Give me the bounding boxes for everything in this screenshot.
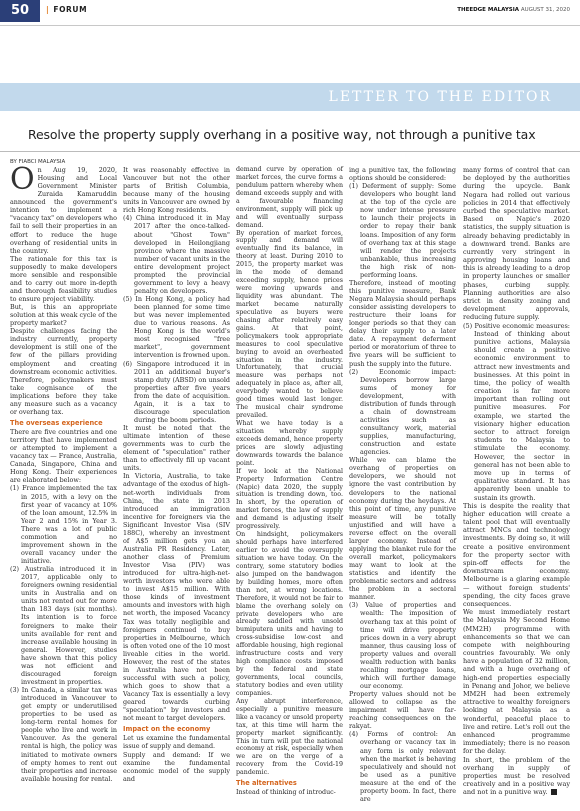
list-item: (4) China introduced it in May 2017 after the once-talked-about "Ghost Town" developed in Heilongjiang province where the massive number of vacant units in the entire development project prompted the provincial government to levy a heavy penalty on developers. xyxy=(123,214,230,295)
paragraph: This is despite the reality that higher education will create a talent pool that will eventually attract MNCs and technology investments. By doing so, it will create a positive environment for the property sector with spin-off effects for the downstream economy. Melbourne is a glaring example — without foreign students' spending, the city faces grave consequences. xyxy=(463,501,570,608)
paragraph: On hindsight, policymakers should perhaps have interfered earlier to avoid the oversupply situation we have today. On the contrary, some statutory bodies also jumped on the bandwagon by building homes, more often than not, at wrong locations. Therefore, it would not be fair to blame the overhang solely on private developers who are already saddled with unsold bumiputera units and having to cross-subsidise low-cost and affordable housing, high regional infrastructure costs and very high compliance costs imposed by the federal and state governments, local councils, statutory bodies and even utility companies. xyxy=(236,531,343,697)
numbered-list xyxy=(10,484,117,782)
article-column-3 xyxy=(236,166,343,797)
numbered-list xyxy=(349,601,456,690)
paragraph: Any abrupt interference, especially a punitive measure like a vacancy or unsold property tax, at this time will harm the property market significantly. This in turn will put the national economy at risk, especially when we are on the verge of a recovery from the Covid-19 pandemic. xyxy=(236,697,343,777)
paragraph: By operation of market forces, supply and demand will eventually find its balance, in theory at least. During 2010 to 2015, the property market was in the mode of demand exceeding supply, hence prices were moving upwards and liquidity was abundant. The market became naturally speculative as buyers were chasing after relatively easy gains. At that point, policymakers took appropriate measures to cool speculative buying to avoid an overheated situation in the industry. Unfortunately, that crucial measure was perhaps not adequately in place as, after all, everybody wanted to believe good times would last longer. The musical chair syndrome prevailed. xyxy=(236,229,343,420)
paragraph: Let us examine the fundamental issue of supply and demand. xyxy=(123,734,230,751)
subheading: Impact on the economy xyxy=(123,725,211,734)
list-item: (2) Australia introduced it in 2017, applicable only to foreigners owning residential units in Australia and on units not rented out for more than 183 days (six months). Its intention is to force foreigners to make their units available for rent and increase available housing in general. However, studies have shown that this policy was not efficient and discouraged foreign investment in properties. xyxy=(10,565,117,686)
paragraph: Instead of thinking of introduc- xyxy=(236,789,336,797)
paragraph: Despite challenges facing the industry currently, property development is still one of the few of the pillars providing employment and creating downstream economic activities. Therefore, policymakers must take cognisance of the implications before they take any measure such as a vacancy or overhang tax. xyxy=(10,327,117,416)
list-item: (2) Economic impact: Developers borrow large sums of money for development, with distribution of funds through a chain of downstream activities such as consultancy work, material supplies, manufacturing, construction and estate agencies. xyxy=(349,367,456,457)
paragraph: n Aug 19, 2020, Housing and Local Government Minister Zuraida Kamaruddin announced the government's intention to implement a "vacancy tax" on developers who fail to sell their properties in an effort to reduce the huge overhang of residential units in the country. xyxy=(10,166,117,255)
divider xyxy=(0,151,580,152)
banner-label: LETTER TO THE EDITOR xyxy=(328,89,552,105)
list-item: (3) In Canada, a similar tax was introduced in Vancouver to get empty or underutilised properties to be used as long-term rental homes for people who live and work in Vancouver. As the general rental is high, the policy was initiated to motivate owners of empty homes to rent out their properties and increase available housing for rental. xyxy=(10,686,117,783)
page-number: 50 xyxy=(0,0,40,22)
paragraph: The rationale for this tax is supposedly to make developers more sensible and responsible and to carry out more in-depth and thorough feasibility studies to ensure project viability. xyxy=(10,254,117,303)
list-item: (4) Forms of control: An overhang or vacancy tax in any form is only relevant when the market is behaving speculatively and should not be used as a punitive measure at the end of the property boom. In fact, there are xyxy=(349,730,456,803)
paragraph: Supply and demand: If we examine the fundamental economic model of the supply and xyxy=(123,750,230,783)
numbered-list xyxy=(349,182,456,279)
byline: BY FIABCI MALAYSIA xyxy=(10,159,66,165)
issue-date: AUGUST 31, 2020 xyxy=(520,7,570,13)
list-item: (5) In Hong Kong, a policy had been planned for some time but was never implemented due to various reasons. As Hong Kong is the world's most recognised "free market", government intervention is frowned upon. xyxy=(123,295,230,360)
numbered-list xyxy=(463,322,570,502)
paragraph: While we can blame the overhang of properties on developers, we should not ignore the vast contribution by developers to the national economy during the heydays. At this point of time, any punitive measure will be totally unjustified and will have a reverse effect on the overall larger economy. Instead of applying the blanket rule for the overall market, policymakers may want to look at the statistics and identify the problematic sectors and address the problem in a sectoral manner. xyxy=(349,456,456,602)
article-column-4 xyxy=(349,166,456,803)
paragraph: What we have today is a situation whereby supply exceeds demand, hence property prices are slowly adjusting downwards towards the balance point. xyxy=(236,420,343,467)
separator-icon: | xyxy=(46,5,50,14)
paragraph: But, is this an appropriate solution at this weak cycle of the property market? xyxy=(10,303,117,328)
publication-info xyxy=(457,7,570,13)
list-item: (1) Deferment of supply: Some developers who bought land at the top of the cycle are now under intense pressure to launch their projects in order to repay their bank loans. Imposition of any form of overhang tax at this stage will render the projects unbankable, thus increasing the high risk of non-performing loans. xyxy=(349,182,456,279)
page-header xyxy=(0,0,580,26)
paragraph: Property values should not be allowed to collapse as the impairment will have far-reaching consequences on the rakyat. xyxy=(349,690,456,731)
paragraph: Therefore, instead of mooting this punitive measure, Bank Negara Malaysia should perhaps consider assisting developers to restructure their loans for longer periods so that they can delay their supply to a later date. A repayment deferment period or moratorium of three to five years will be sufficient to push the supply into the future. xyxy=(349,278,456,368)
paragraph: many forms of control that can be deployed by the authorities during the upcycle. Bank Negara had rolled out various policies in 2014 that effectively curbed the speculative market. Based on Napic's 2020 statistics, the supply situation is already behaving predictably in a downward trend. Banks are currently very stringent in approving housing loans and this is already leading to a drop in property launches or smaller phases, curbing supply. Planning authorities are also strict in density zoning and development approvals, reducing future supply. xyxy=(463,166,570,322)
paragraph: demand curve by operation of market forces, the curve forms a pendulum pattern whereby when demand exceeds supply and with a favourable financing environment, supply will pick up and will eventually surpass demand. xyxy=(236,166,343,229)
section-name: FORUM xyxy=(53,5,88,14)
list-item: (1) France implemented the tax in 2015, with a levy on the first year of vacancy at 10% of the loan amount, 12.5% in Year 2 and 15% in Year 3. There was a lot of public commotion and no improvement shown in the overall vacancy under the initiative. xyxy=(10,484,117,565)
article-column-1 xyxy=(10,166,117,783)
paragraph: ing a punitive tax, the following options should be considered: xyxy=(349,166,456,183)
paragraph: In Victoria, Australia, to take advantage of the exodus of high-net-worth individuals from China, the state in 2013 introduced an immigration incentive for foreigners via the Significant Investor Visa (SIV 188C), whereby an investment of A$5 million gets you an Australia PR Residency. Later, another class of Premium Investor Visa (PIV) was introduced for ultra-high-net-worth investors who were able to invest A$15 million. With those kinds of investment amounts and investors with high net worth, the imposed Vacancy Tax was totally negligible and foreigners continued to buy properties in Melbourne, which is often voted one of the 10 most liveable cities in the world. However, the rest of the states in Australia have not been successful with such a policy, which goes to show that a Vacancy Tax is essentially a levy geared towards curbing "speculation" by investors and not meant to target developers. xyxy=(123,472,230,723)
list-item: (3) Value of properties and wealth: The imposition of overhang tax at this point of time will drive property prices down in a very abrupt manner, thus causing loss of property values and overall wealth reduction with banks recalling mortgage loans, which will further damage our economy. xyxy=(349,601,456,690)
intro-paragraph xyxy=(10,166,117,255)
publication-name: THEEDGE MALAYSIA xyxy=(457,7,520,13)
numbered-list xyxy=(349,368,456,457)
list-item: (5) Positive economic measures: Instead of thinking about punitive actions, Malaysia should create a positive economic environment to attract new investments and businesses. At this point in time, the policy of wealth creation is far more important than rolling out punitive measures. For example, we started the visionary higher education sector to attract foreign students to Malaysia to stimulate the economy. However, the sector in general has not been able to move up in terms of qualitative standard. It has apparently been unable to sustain its growth. xyxy=(463,321,570,502)
letter-banner xyxy=(0,83,580,111)
section-label xyxy=(46,5,87,14)
closing-paragraph xyxy=(463,756,570,797)
paragraph: It must be noted that the ultimate intention of these governments was to curb the element of "speculation" rather than to effectively fill up vacant units. xyxy=(123,424,230,473)
numbered-list xyxy=(349,730,456,803)
paragraph: If we look at the National Property Information Centre (Napic) data 2020, the supply situation is trending down, too. In short, by the operation of market forces, the law of supply and demand is adjusting itself progressively. xyxy=(236,467,343,531)
subheading: The overseas experience xyxy=(10,418,103,427)
article-headline: Resolve the property supply overhang in a positive way, not through a punitive tax xyxy=(28,127,536,142)
list-item: (6) Singapore introduced it in 2011 an additional buyer's stamp duty (ABSD) on unsold properties after five years from the date of acquisition. Again, it is a tax to discourage speculation during the boom periods. xyxy=(123,359,230,424)
subheading: The alternatives xyxy=(236,779,297,788)
paragraph: In short, the problem of the overhang in supply of properties must be resolved creatively and in a positive way and not in a punitive way. xyxy=(463,755,570,797)
end-mark-icon xyxy=(551,789,557,795)
article-column-2 xyxy=(123,166,230,783)
drop-cap: O xyxy=(10,166,35,197)
paragraph: It was reasonably effective in Vancouver but not the other parts of British Columbia, because many of the housing units in Vancouver are owned by rich Hong Kong residents. xyxy=(123,166,230,215)
numbered-list xyxy=(123,214,230,424)
paragraph: There are five countries and one territory that have implemented or attempted to implement a vacancy tax — France, Australia, Canada, Singapore, China and Hong Kong. Their experiences are elaborated below: xyxy=(10,428,117,485)
paragraph: We must immediately restart the Malaysia My Second Home (MM2H) programme with enhancements so that we can compete with neighbouring countries favourably. We only have a population of 32 million, and with a huge overhang of high-end properties especially in Penang and Johor, we believe MM2H had been extremely attractive to wealthy foreigners looking at Malaysia as a wonderful, peaceful place to live and retire. Let's roll out the enhanced programme immediately; there is no reason for the delay. xyxy=(463,608,570,756)
article-column-5 xyxy=(463,166,570,796)
